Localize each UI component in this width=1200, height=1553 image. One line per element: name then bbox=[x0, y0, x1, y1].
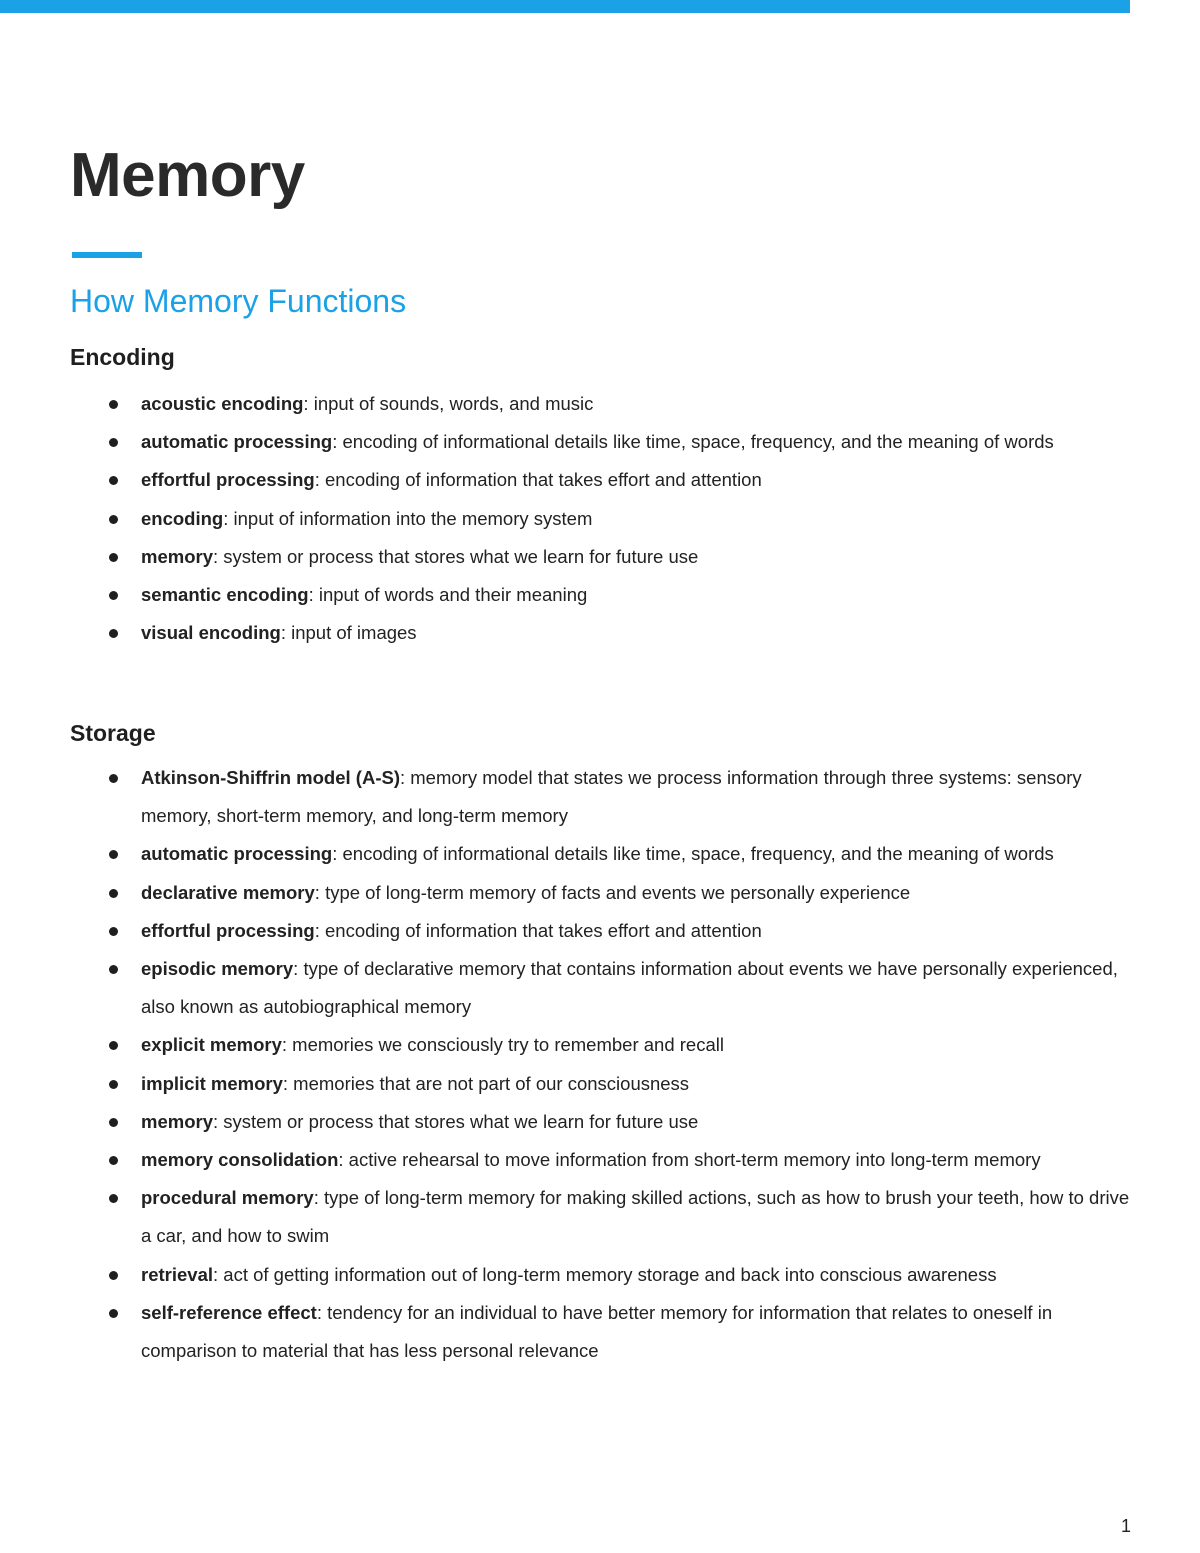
storage-heading: Storage bbox=[70, 720, 156, 746]
glossary-item bbox=[0, 614, 1200, 652]
glossary-definition: encoding of information that takes effort and attention bbox=[319, 469, 762, 491]
bullet-icon bbox=[109, 889, 118, 898]
glossary-item bbox=[0, 385, 1200, 423]
glossary-item bbox=[0, 1103, 1200, 1141]
term-separator: : bbox=[332, 843, 338, 865]
glossary-definition: memories we consciously try to remember and recall bbox=[287, 1034, 724, 1056]
term-separator: : bbox=[338, 1149, 344, 1171]
glossary-item bbox=[0, 1141, 1200, 1179]
term-separator: : bbox=[223, 507, 229, 529]
glossary-term: memory bbox=[141, 1110, 213, 1132]
storage-term-list bbox=[0, 759, 1200, 1370]
term-separator: : bbox=[314, 469, 320, 491]
bullet-icon bbox=[109, 438, 118, 447]
encoding-heading: Encoding bbox=[70, 344, 175, 370]
page-number: 1 bbox=[1121, 1516, 1132, 1536]
bullet-icon bbox=[109, 774, 118, 783]
term-separator: : bbox=[313, 1187, 319, 1209]
bullet-icon bbox=[109, 400, 118, 409]
glossary-term: explicit memory bbox=[141, 1034, 282, 1056]
glossary-item bbox=[0, 912, 1200, 950]
glossary-definition: encoding of information that takes effort and attention bbox=[319, 919, 762, 941]
term-separator: : bbox=[281, 1034, 288, 1056]
bullet-icon bbox=[109, 1309, 118, 1318]
glossary-item bbox=[0, 576, 1200, 614]
glossary-term: procedural memory bbox=[141, 1187, 314, 1209]
bullet-icon bbox=[109, 553, 118, 562]
title-accent-rule bbox=[72, 252, 142, 258]
glossary-term: automatic processing bbox=[141, 431, 333, 453]
term-separator: : bbox=[293, 958, 299, 980]
glossary-item bbox=[0, 835, 1200, 873]
glossary-definition: system or process that stores what we learn for future use bbox=[218, 1110, 699, 1132]
bullet-icon bbox=[109, 591, 118, 600]
glossary-term: memory consolidation bbox=[141, 1149, 339, 1171]
glossary-item bbox=[0, 1026, 1200, 1064]
section-heading: How Memory Functions bbox=[70, 283, 407, 319]
glossary-definition: system or process that stores what we learn for future use bbox=[218, 545, 699, 567]
glossary-item bbox=[0, 874, 1200, 912]
term-separator: : bbox=[399, 767, 406, 788]
term-separator: : bbox=[212, 545, 219, 567]
glossary-item bbox=[0, 538, 1200, 576]
bullet-icon bbox=[109, 965, 118, 974]
term-separator: : bbox=[213, 1263, 219, 1285]
glossary-term: encoding bbox=[141, 507, 224, 529]
glossary-item bbox=[0, 1065, 1200, 1103]
glossary-term: automatic processing bbox=[141, 843, 333, 865]
glossary-term: implicit memory bbox=[141, 1072, 283, 1094]
term-separator: : bbox=[212, 1110, 219, 1132]
glossary-term: visual encoding bbox=[141, 622, 281, 644]
term-separator: : bbox=[314, 919, 320, 941]
glossary-item bbox=[0, 423, 1200, 461]
top-accent-bar bbox=[0, 0, 1130, 13]
bullet-icon bbox=[109, 1080, 118, 1089]
term-separator: : bbox=[314, 881, 320, 903]
bullet-icon bbox=[109, 476, 118, 485]
glossary-item bbox=[0, 759, 1200, 835]
glossary-term: effortful processing bbox=[141, 919, 315, 941]
bullet-icon bbox=[109, 850, 118, 859]
page-title: Memory bbox=[70, 141, 305, 210]
glossary-definition: input of words and their meaning bbox=[313, 584, 588, 606]
glossary-item bbox=[0, 950, 1200, 1026]
bullet-icon bbox=[109, 515, 118, 524]
term-separator: : bbox=[280, 622, 286, 644]
bullet-icon bbox=[109, 1194, 118, 1203]
bullet-icon bbox=[109, 927, 118, 936]
bullet-icon bbox=[109, 1041, 118, 1050]
glossary-definition: encoding of informational details like time, space, frequency, and the meaning of words bbox=[337, 843, 1054, 865]
bullet-icon bbox=[109, 1118, 118, 1127]
glossary-term: Atkinson-Shiffrin model (A-S) bbox=[141, 767, 400, 788]
term-separator: : bbox=[308, 584, 314, 606]
glossary-term: memory bbox=[141, 545, 213, 567]
glossary-term: acoustic encoding bbox=[141, 393, 304, 414]
encoding-term-list bbox=[0, 385, 1200, 652]
glossary-definition: input of images bbox=[285, 622, 417, 644]
glossary-definition: input of information into the memory system bbox=[228, 507, 593, 529]
bullet-icon bbox=[109, 1156, 118, 1165]
glossary-definition: tendency for an individual to have better memory for information that relates to oneself in comparison to material that has less personal relevance bbox=[141, 1301, 1053, 1362]
glossary-term: declarative memory bbox=[141, 881, 315, 903]
term-separator: : bbox=[303, 393, 309, 414]
glossary-item bbox=[0, 461, 1200, 499]
glossary-term: self-reference effect bbox=[141, 1301, 317, 1323]
glossary-definition: act of getting information out of long-term memory storage and back into conscious awareness bbox=[218, 1263, 997, 1285]
glossary-definition: memory model that states we process information through three systems: sensory memory, short-term memory, and long-term memory bbox=[141, 767, 1082, 827]
glossary-definition: type of long-term memory for making skilled actions, such as how to brush your teeth, how to drive a car, and how to swim bbox=[141, 1187, 1130, 1247]
glossary-item bbox=[0, 1179, 1200, 1255]
glossary-term: effortful processing bbox=[141, 469, 315, 491]
glossary-definition: active rehearsal to move information from short-term memory into long-term memory bbox=[343, 1149, 1041, 1171]
term-separator: : bbox=[282, 1072, 289, 1094]
glossary-item bbox=[0, 1294, 1200, 1370]
glossary-term: semantic encoding bbox=[141, 584, 309, 606]
glossary-definition: encoding of informational details like time, space, frequency, and the meaning of words bbox=[337, 431, 1054, 453]
glossary-definition: type of declarative memory that contains information about events we have personally experienced, also known as autobiographical memory bbox=[141, 958, 1118, 1018]
glossary-item bbox=[0, 500, 1200, 538]
term-separator: : bbox=[332, 431, 338, 453]
bullet-icon bbox=[109, 1271, 118, 1280]
glossary-item bbox=[0, 1256, 1200, 1294]
term-separator: : bbox=[316, 1301, 322, 1323]
glossary-definition: memories that are not part of our consciousness bbox=[288, 1072, 690, 1094]
bullet-icon bbox=[109, 629, 118, 638]
glossary-definition: type of long-term memory of facts and events we personally experience bbox=[319, 881, 911, 903]
glossary-term: episodic memory bbox=[141, 958, 294, 980]
glossary-term: retrieval bbox=[141, 1263, 213, 1285]
glossary-definition: input of sounds, words, and music bbox=[308, 393, 594, 414]
